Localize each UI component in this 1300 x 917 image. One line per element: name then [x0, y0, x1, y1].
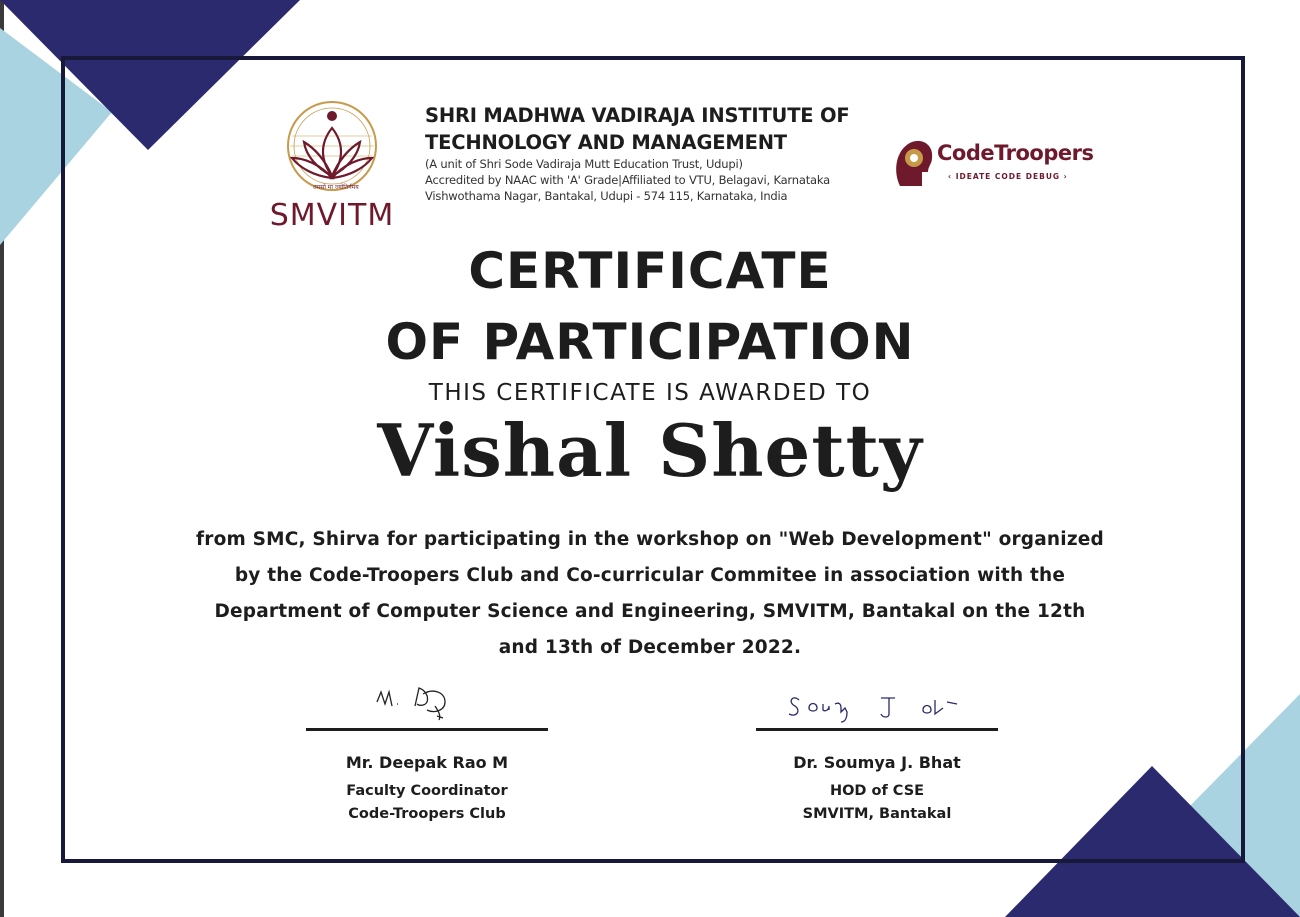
signatory-name-left: Mr. Deepak Rao M [345, 753, 509, 772]
codetroopers-head-icon [892, 134, 936, 192]
signatory-left [297, 680, 557, 826]
logo-lotus [323, 128, 341, 176]
signatory-right [747, 680, 1007, 826]
signatory-org-right: SMVITM, Bantakal [802, 806, 952, 822]
signature-right-image [747, 680, 1007, 728]
certificate-body: from SMC, Shirva for participating in the workshop on "Web Development" organized by the Code-Troopers Club and Co-curricular Commitee in association with the Department of Computer Science and Engineering, SMVITM, Bantakal on the 12th and 13th of December 2022. [196, 529, 1104, 658]
institute-name-line2: TECHNOLOGY AND MANAGEMENT [425, 131, 787, 154]
codetroopers-tagline: ‹ IDEATE CODE DEBUG › [948, 172, 1068, 181]
signature-line-right [756, 728, 998, 731]
signatory-role-left: Faculty Coordinator [346, 783, 508, 799]
institute-header [425, 102, 895, 204]
signature-left-image [297, 680, 557, 728]
signature-line-left [306, 728, 548, 731]
signatory-org-left: Code-Troopers Club [348, 806, 506, 822]
signatory-name-right: Dr. Soumya J. Bhat [793, 753, 961, 772]
institute-name-line1: SHRI MADHWA VADIRAJA INSTITUTE OF [425, 104, 850, 127]
recipient-name: Vishal Shetty [377, 408, 923, 493]
institute-unit: (A unit of Shri Sode Vadiraja Mutt Education Trust, Udupi) [425, 157, 743, 171]
certificate-title-line2: OF PARTICIPATION [385, 313, 915, 371]
certificate-title-line1: CERTIFICATE [468, 242, 832, 300]
codetroopers-logo [892, 134, 1112, 192]
logo-text: SMVITM [269, 198, 395, 232]
signatory-role-right: HOD of CSE [829, 783, 925, 799]
institute-address: Vishwothama Nagar, Bantakal, Udupi - 574 115, Karnataka, India [425, 189, 788, 203]
institute-accreditation: Accredited by NAAC with 'A' Grade|Affiliated to VTU, Belagavi, Karnataka [425, 173, 830, 187]
logo-motto: तमसो मा ज्योतिर्गमय [313, 184, 359, 191]
awarded-to-label: THIS CERTIFICATE IS AWARDED TO [428, 380, 872, 406]
codetroopers-name: CodeTroopers [937, 141, 1094, 165]
smvitm-logo [262, 98, 402, 232]
